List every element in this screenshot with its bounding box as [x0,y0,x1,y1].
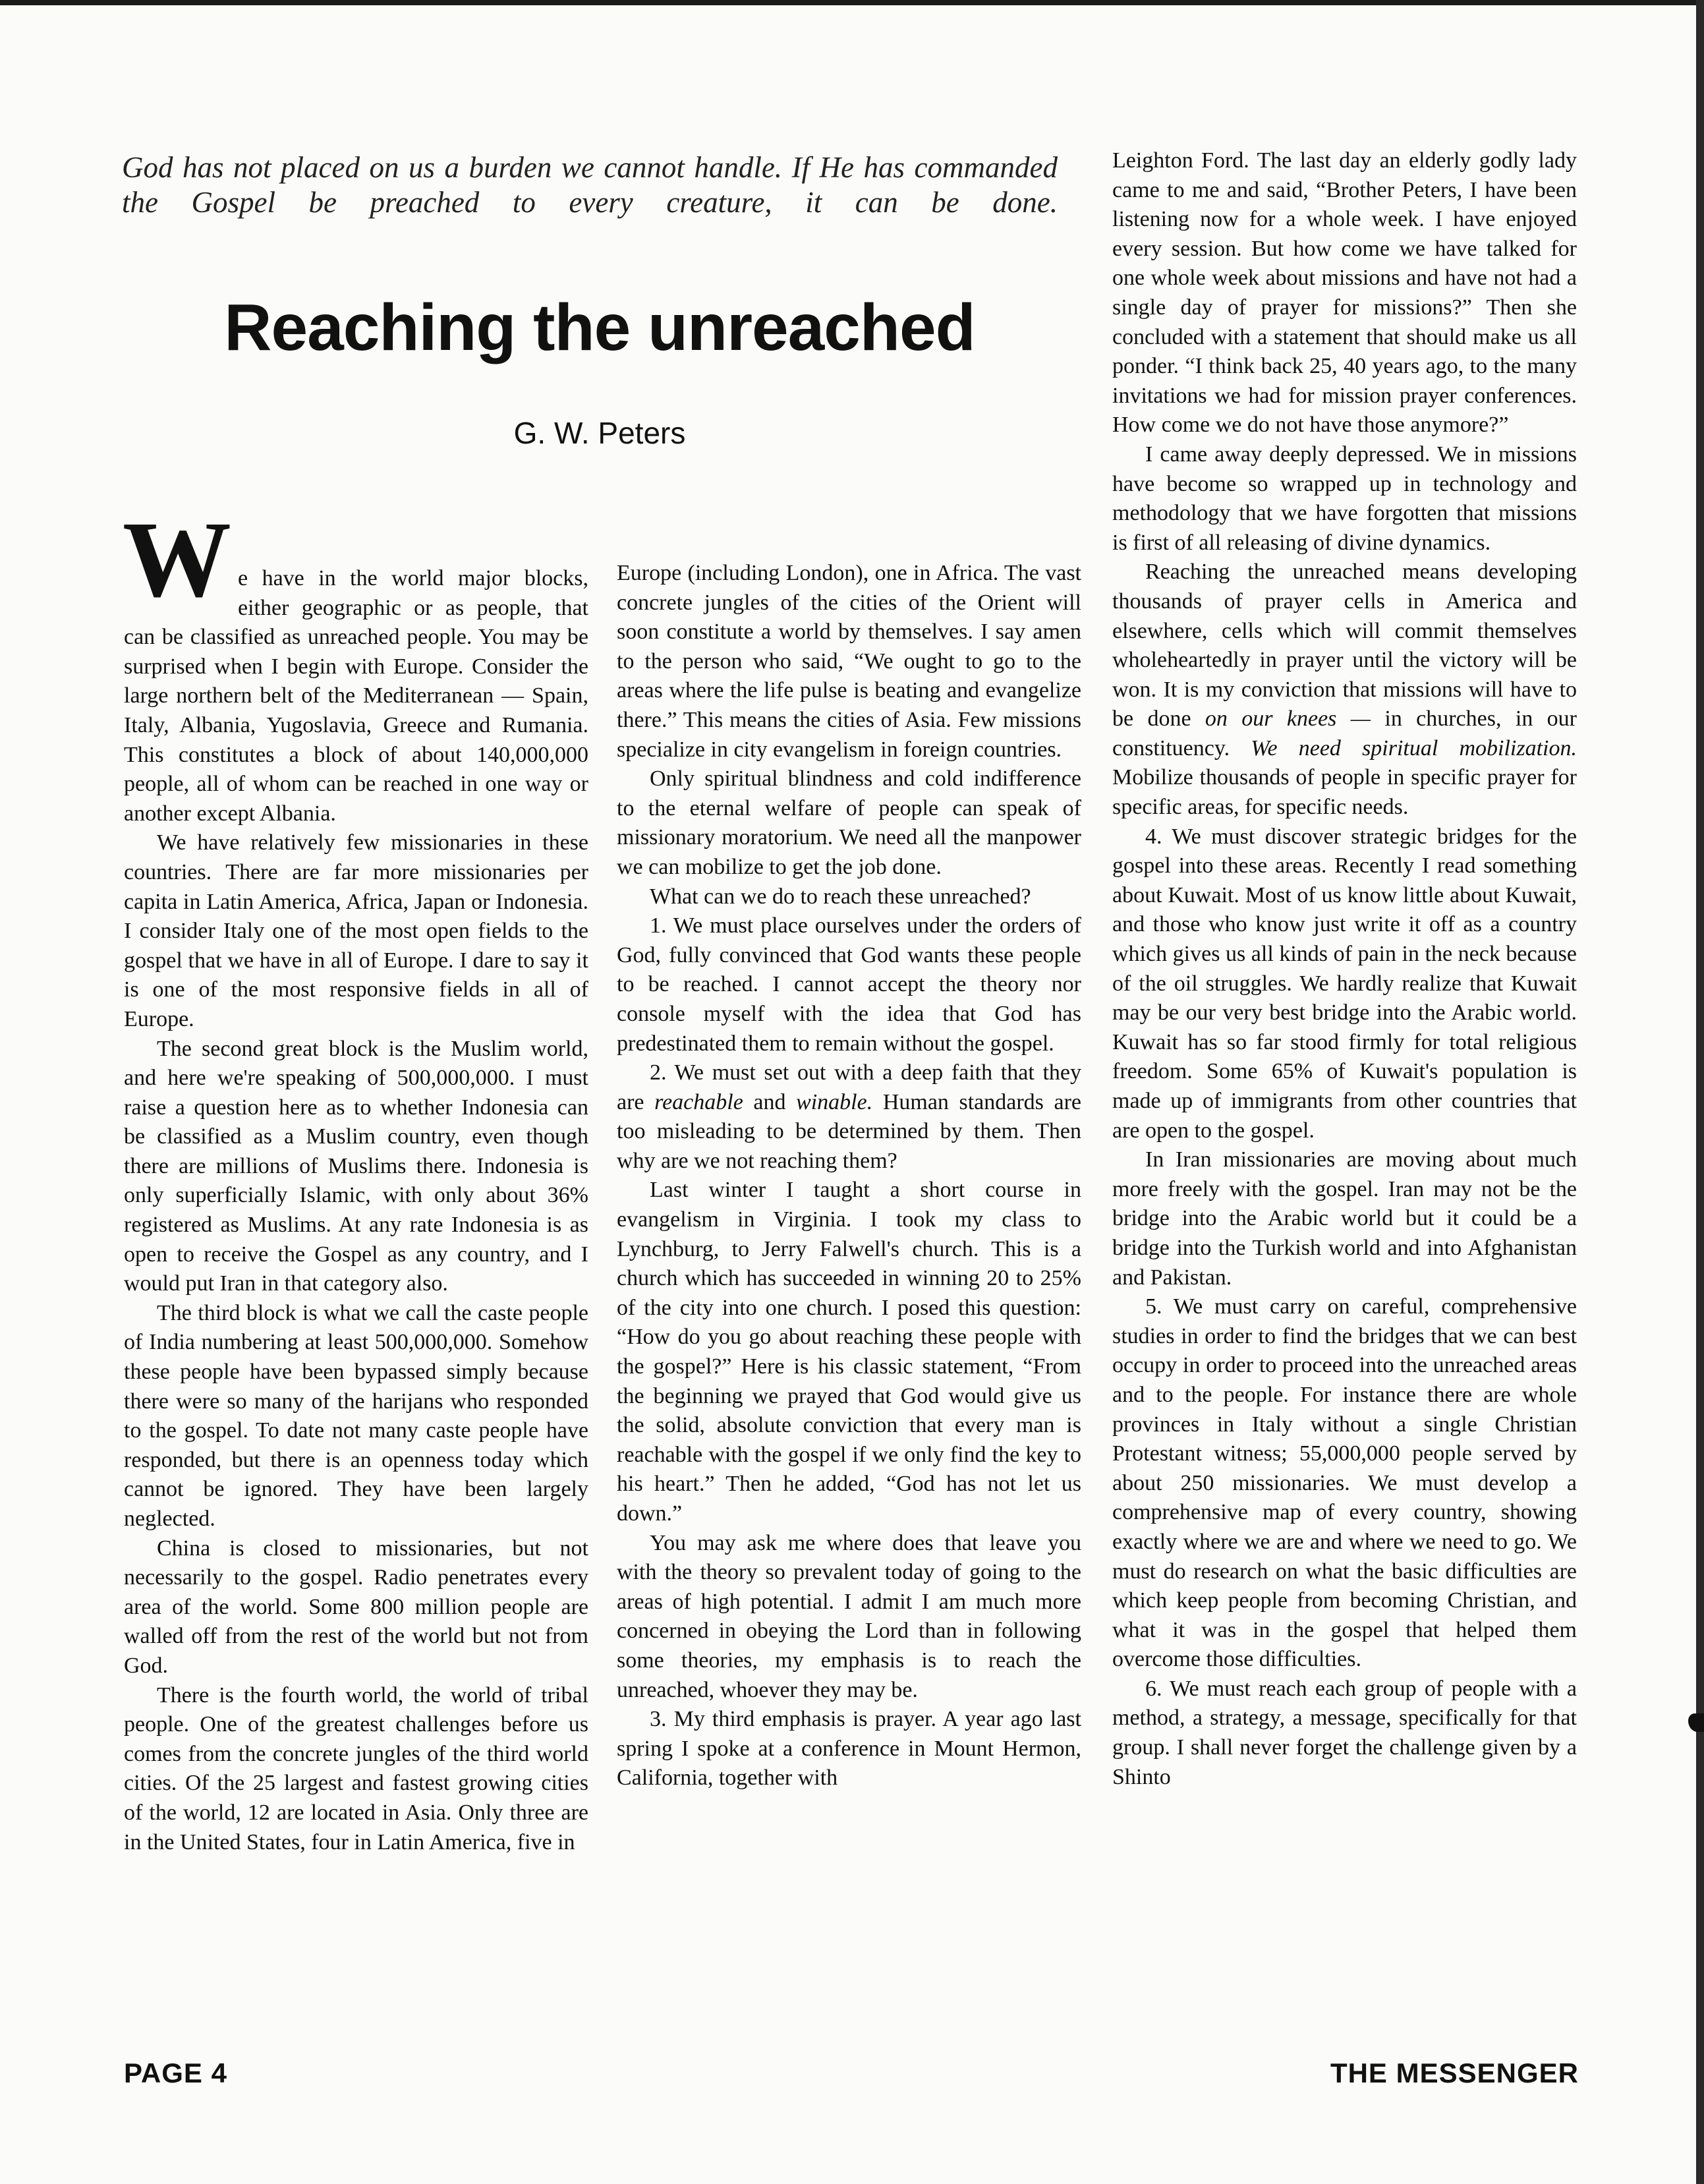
column-1 [123,499,588,2050]
paragraph: The third block is what we call the caste people of India numbering at least 500,000,000. Somehow these people have been bypassed simply because there were so many of the harijans who responded to the gospel. To date not many caste people have responded, but there is an openness today which cannot be ignored. They have been largely neglected. [124,1300,588,1531]
drop-cap: W [123,499,231,619]
paragraph: Last winter I taught a short course in evangelism in Virginia. I took my class to Lynchburg, to Jerry Falwell's church. This is a church which has succeeded in winning 20 to 25% of the city into one church. I posed this question: “How do you go about reaching these people with the gospel?” Here is his classic statement, “From the beginning we prayed that God would give us the solid, absolute conviction that every man is reachable with the gospel if we only find the key to his heart.” Then he added, “God has not let us down.” [617,1178,1081,1526]
pull-quote: God has not placed on us a burden we cannot handle. If He has commanded the Gospel be preached to every creature, it can be done. [122,151,1058,219]
paragraph: We have in the world major blocks, either geographic or as people, that can be classified as unreached people. You may be surprised when I begin with Europe. Consider the large northern belt of the Mediterranean — Spain, Italy, Albania, Yugoslavia, Greece and Rumania. This constitutes a block of about 140,000,000 people, all of whom can be reached in one way or another except Albania. [123,499,588,826]
page-number: PAGE 4 [124,2057,227,2088]
paragraph: 3. My third emphasis is prayer. A year ago last spring I spoke at a conference in Mount Hermon, California, together with [617,1707,1081,1791]
paragraph: There is the fourth world, the world of tribal people. One of the greatest challenges before us comes from the concrete jungles of the third world cities. Of the 25 largest and fastest growing cities of the world, 12 are located in Asia. Only three are in the United States, four in Latin America, five in [124,1682,588,1854]
paragraph: China is closed to missionaries, but not necessarily to the gospel. Radio penetrates every area of the world. Some 800 million people are walled off from the rest of the world but not from God. [124,1536,588,1678]
scan-ink-mark [1688,1713,1704,1732]
scan-top-edge [0,0,1704,5]
paragraph: Reaching the unreached means developing thousands of prayer cells in America and elsewhere, cells which will commit themselves wholeheartedly in prayer until the victory will be won. It is my conviction that missions will have to be done on our knees — in churches, in our constituency. We need spiritual mobilization. Mobilize thousands of people in specific prayer for specific areas, for specific needs. [1112,560,1577,820]
scan-right-edge [1696,0,1704,2184]
author-byline: G. W. Peters [513,416,686,450]
paragraph: 5. We must carry on careful, comprehensive studies in order to find the bridges that we can best occupy in order to proceed into the unreached areas and to the people. For instance there are whole provinces in Italy without a single Christian Protestant witness; 55,000,000 people served by about 250 missionaries. We must develop a comprehensive map of every country, showing exactly where we are and where we need to go. We must do research on what the basic difficulties are which keep people from becoming Christian, and what it was in the gospel that helped them overcome those difficulties. [1112,1294,1577,1672]
paragraph: 1. We must place ourselves under the orders of God, fully convinced that God wants these people to be reached. I cannot accept the theory nor console myself with the idea that God has predestinated them to remain without the gospel. [617,913,1081,1056]
paragraph: 4. We must discover strategic bridges for the gospel into these areas. Recently I read something about Kuwait. Most of us know little about Kuwait, and those who know just write it off as a country which gives us all kinds of pain in the neck because of the oil struggles. We hardly realize that Kuwait may be our very best bridge into the Arabic world. Kuwait has so far stood firmly for total religious freedom. Some 65% of Kuwait's population is made up of immigrants from other countries that are open to the gospel. [1112,824,1577,1143]
paragraph: 2. We must set out with a deep faith that they are reachable and winable. Human standards are too misleading to be determined by them. Then why are we not reaching them? [617,1060,1081,1173]
paragraph: 6. We must reach each group of people with a method, a strategy, a message, specifically for that group. I shall never forget the challenge given by a Shinto [1112,1676,1577,1789]
column-2 [617,559,1081,2050]
paragraph: The second great block is the Muslim world, and here we're speaking of 500,000,000. I must raise a question here as to whether Indonesia can be classified as a Muslim country, even though there are millions of Muslims there. Indonesia is only superficially Islamic, with only about 36% registered as Muslims. At any rate Indonesia is as open to receive the Gospel as any country, and I would put Iran in that category also. [124,1036,588,1296]
paragraph: Europe (including London), one in Africa. The vast concrete jungles of the cities of the Orient will soon constitute a world by themselves. I say amen to the person who said, “We ought to go to the areas where the life pulse is beating and evangelize there.” This means the cities of Asia. Few missions specialize in city evangelism in foreign countries. [617,561,1081,762]
paragraph: We have relatively few missionaries in these countries. There are far more missionaries per capita in Latin America, Africa, Japan or Indonesia. I consider Italy one of the most open fields to the gospel that we have in all of Europe. I dare to say it is one of the most responsive fields in all of Europe. [124,830,588,1031]
publication-name: THE MESSENGER [1330,2057,1579,2088]
paragraph: You may ask me where does that leave you with the theory so prevalent today of going to the areas of high potential. I admit I am much more concerned in obeying the Lord than in following some theories, my emphasis is to reach the unreached, whoever they may be. [617,1530,1081,1702]
column-3 [1112,146,1577,2050]
paragraph: I came away deeply depressed. We in missions have become so wrapped up in technology and methodology that we have forgotten that missions is first of all releasing of divine dynamics. [1112,442,1577,555]
article-title: Reaching the unreached [224,291,975,364]
paragraph: In Iran missionaries are moving about much more freely with the gospel. Iran may not be the bridge into the Arabic world but it could be a bridge into the Turkish world and into Afghanistan and Pakistan. [1112,1147,1577,1290]
paragraph: Leighton Ford. The last day an elderly godly lady came to me and said, “Brother Peters, I have been listening now for a whole week. I have enjoyed every session. But how come we have talked for one whole week about missions and have not had a single day of prayer for missions?” Then she concluded with a statement that should make us all ponder. “I think back 25, 40 years ago, to the many invitations we had for mission prayer conferences. How come we do not have those anymore?” [1112,148,1577,438]
paragraph: Only spiritual blindness and cold indifference to the eternal welfare of people can speak of missionary moratorium. We need all the manpower we can mobilize to get the job done. [617,766,1081,879]
paragraph: What can we do to reach these unreached? [650,884,1031,909]
